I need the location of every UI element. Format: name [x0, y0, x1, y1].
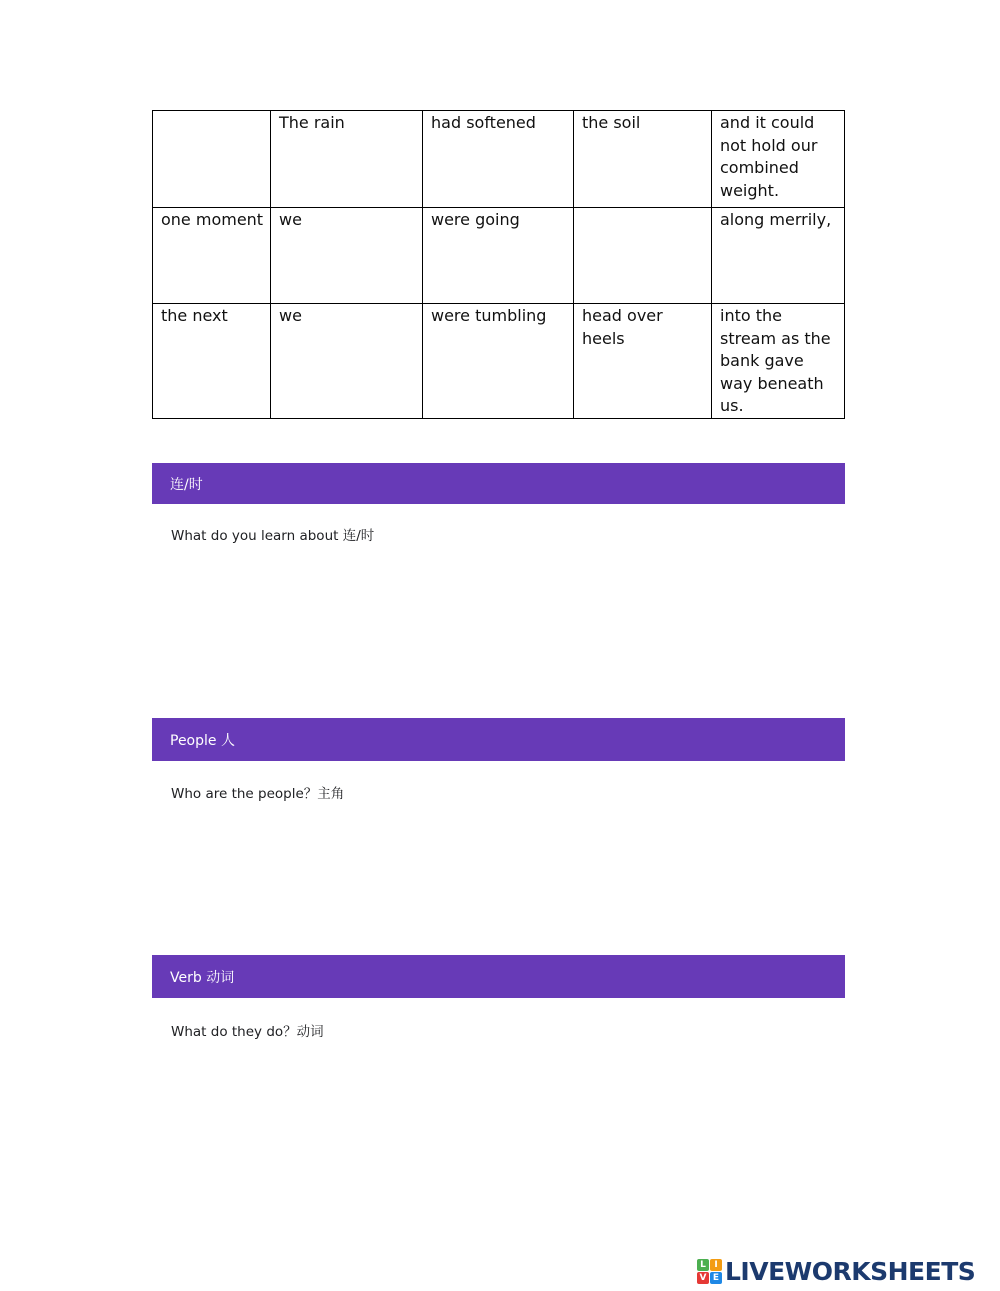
section-header-label: Verb 动词: [170, 969, 235, 986]
table-cell: had softened: [423, 111, 574, 208]
table-cell: and it could not hold our combined weight.: [712, 111, 845, 208]
logo-letter: I: [710, 1259, 722, 1271]
liveworksheets-logo-icon: [697, 1259, 722, 1284]
section-prompt-people: Who are the people？主角: [171, 786, 345, 802]
section-header-label: 连/时: [170, 476, 203, 493]
table-cell: we: [271, 304, 423, 419]
table-cell: the soil: [574, 111, 712, 208]
brand-text: LIVEWORKSHEETS: [725, 1256, 976, 1286]
table-cell: we: [271, 208, 423, 304]
table-row: [153, 304, 845, 419]
sentence-table: [152, 110, 845, 419]
section-header-label: People 人: [170, 732, 235, 749]
table-row: [153, 208, 845, 304]
table-cell: were tumbling: [423, 304, 574, 419]
table-cell: head over heels: [574, 304, 712, 419]
table-cell: were going: [423, 208, 574, 304]
table-row: [153, 111, 845, 208]
table-cell: [574, 208, 712, 304]
logo-letter: L: [697, 1259, 709, 1271]
table-cell: one moment: [153, 208, 271, 304]
section-header-connective-time: [152, 463, 845, 504]
logo-letter: E: [710, 1272, 722, 1284]
table-cell: the next: [153, 304, 271, 419]
table-cell: [153, 111, 271, 208]
section-prompt-verb: What do they do？动词: [171, 1024, 324, 1040]
table-cell: into the stream as the bank gave way beneath us.: [712, 304, 845, 419]
table-cell: along merrily,: [712, 208, 845, 304]
section-header-people: [152, 718, 845, 761]
logo-letter: V: [697, 1272, 709, 1284]
liveworksheets-logo: [697, 1256, 975, 1286]
section-prompt-connective-time: What do you learn about 连/时: [171, 528, 375, 544]
table-cell: The rain: [271, 111, 423, 208]
section-header-verb: [152, 955, 845, 998]
